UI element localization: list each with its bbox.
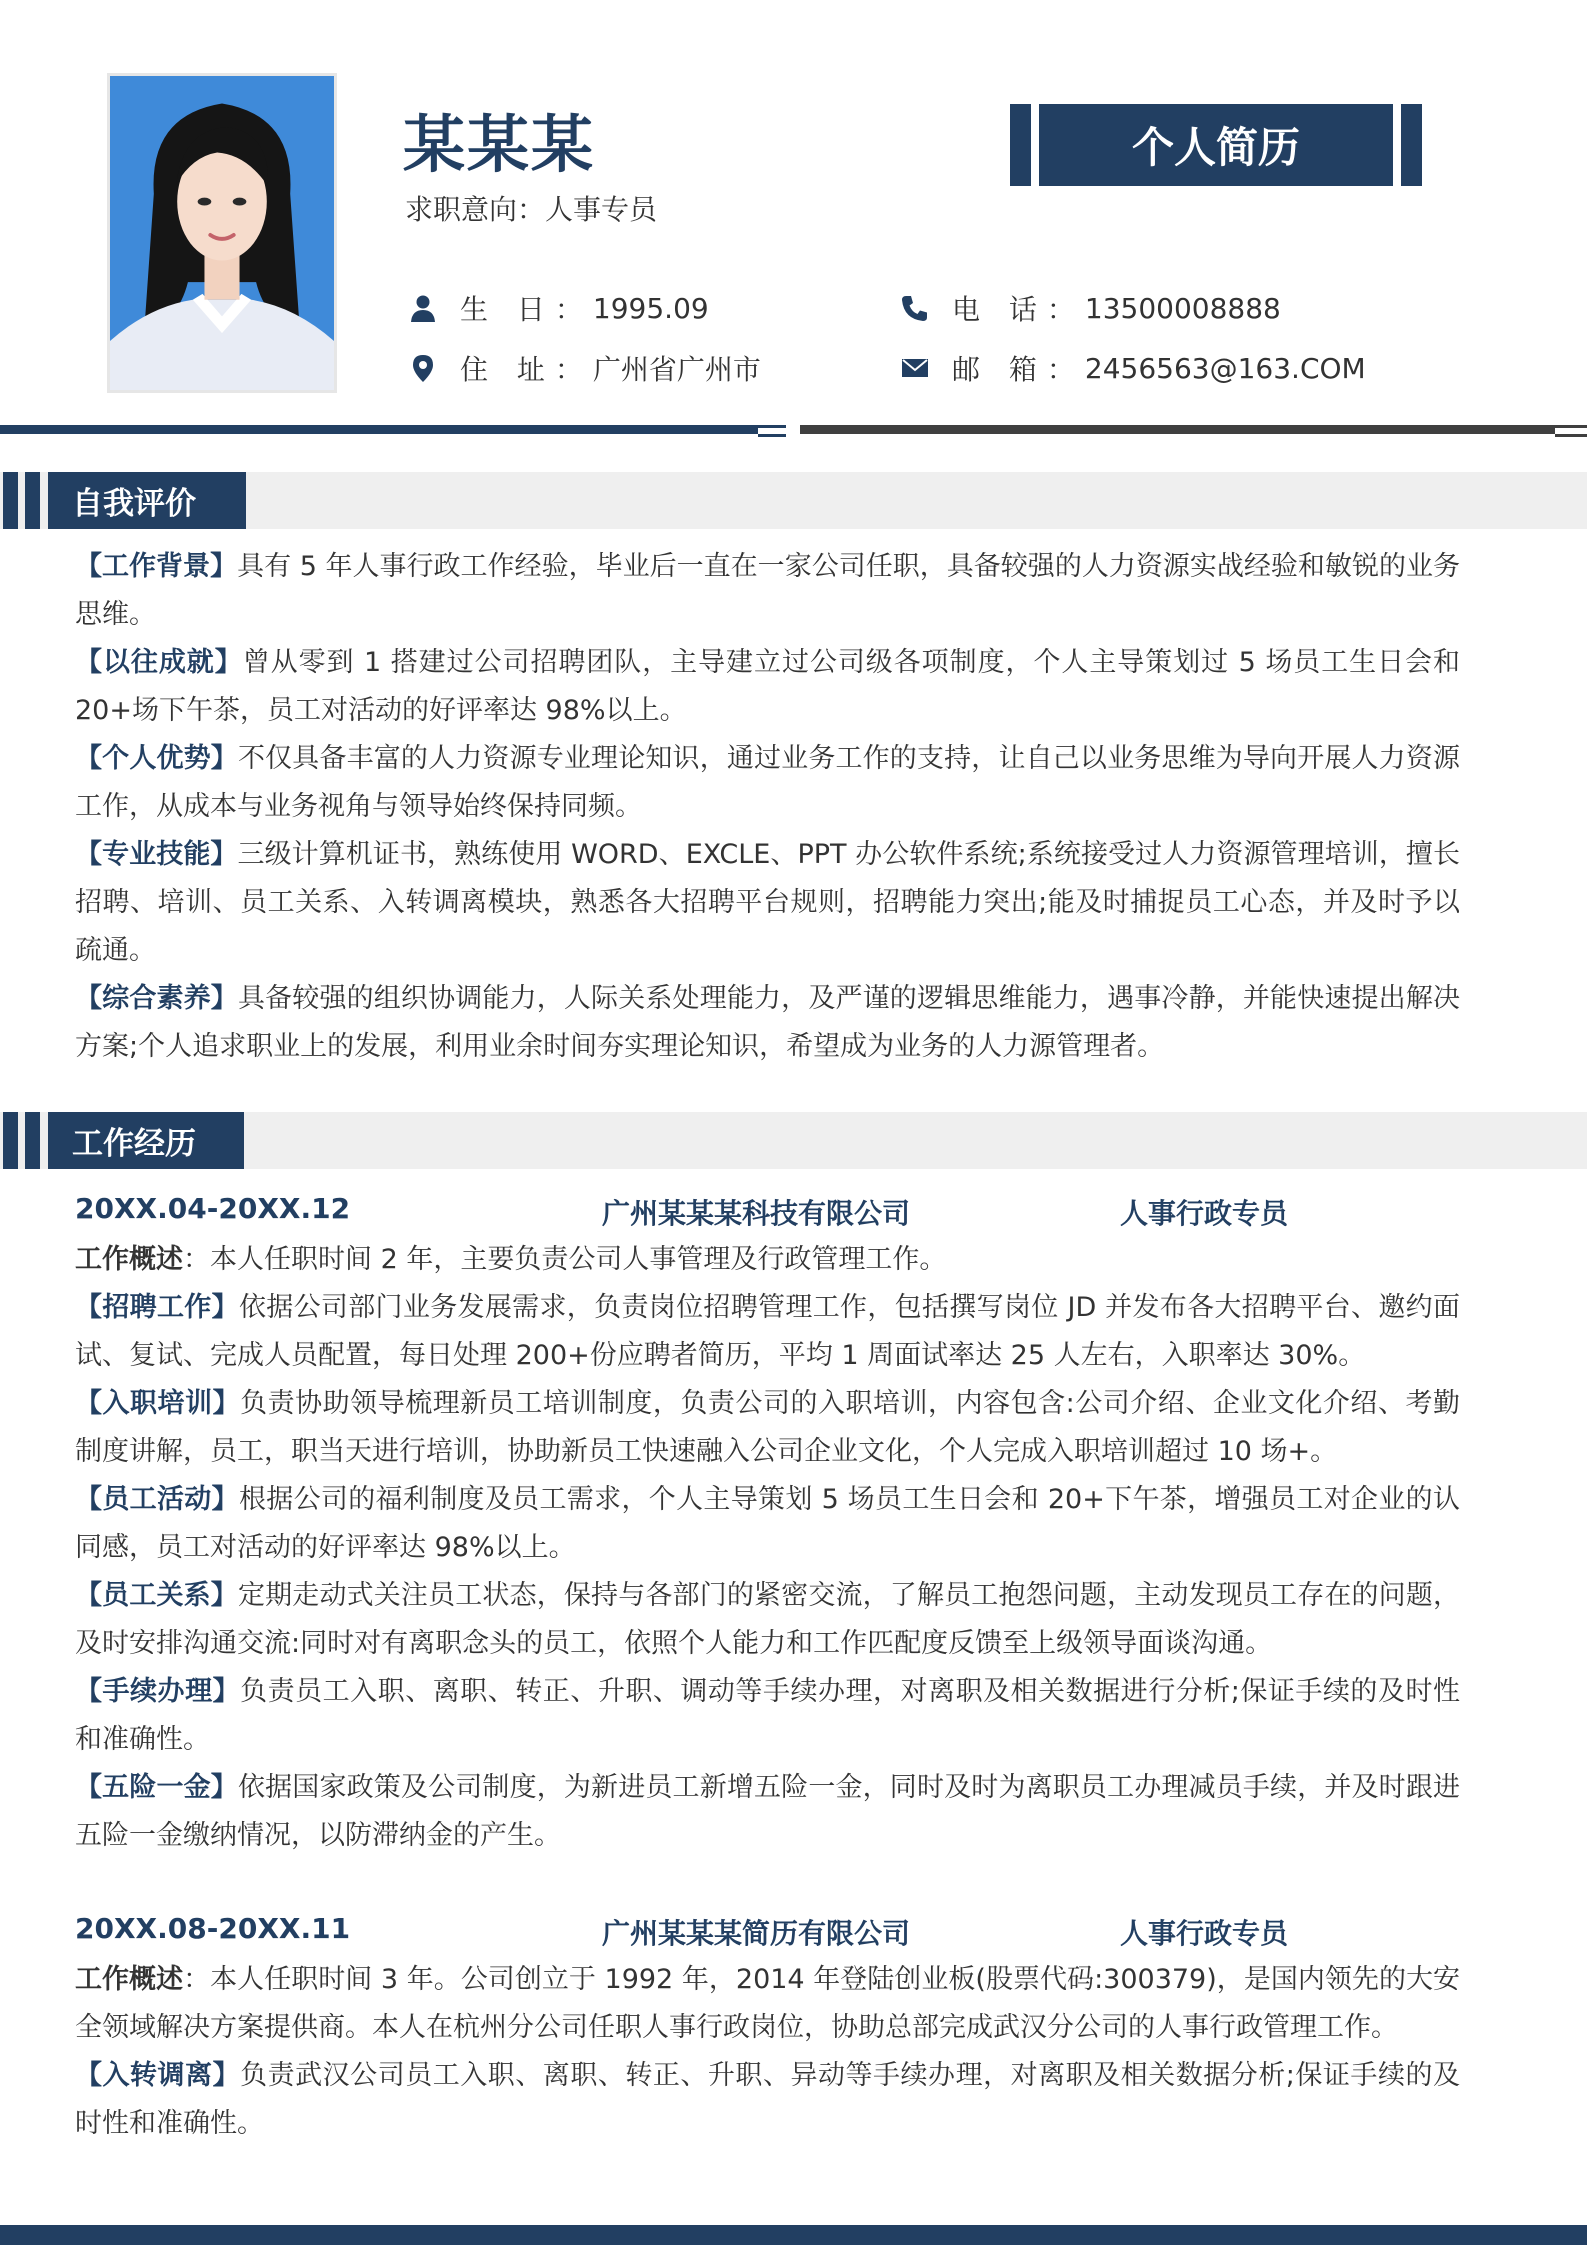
header-divider-right-tail — [1555, 434, 1587, 437]
resume-banner: 个人简历 — [1039, 104, 1393, 186]
overview-label: 工作概述 — [75, 1964, 184, 1995]
item-key: 【专业技能】 — [75, 839, 238, 870]
phone-label: 电 话： — [952, 293, 1085, 326]
self-eval-item — [75, 735, 1460, 831]
job-intention-label: 求职意向： — [405, 193, 546, 226]
profile-photo — [107, 73, 337, 393]
phone-icon — [898, 291, 932, 325]
header-divider-right-tail — [1555, 425, 1587, 428]
banner-left-bar — [1010, 104, 1031, 186]
header-divider-left — [0, 425, 758, 434]
item-key: 【工作背景】 — [75, 551, 238, 582]
item-text: 根据公司的福利制度及员工需求，个人主导策划 5 场员工生日会和 20+下午茶，增强员工对企业的认同感，员工对活动的好评率达 98%以上。 — [75, 1484, 1461, 1563]
birthday-row — [406, 288, 709, 328]
address-value: 广州省广州市 — [592, 353, 761, 386]
job-intention-value: 人事专员 — [545, 193, 658, 226]
self-eval-item — [75, 831, 1460, 975]
job-item — [75, 1572, 1460, 1668]
job-overview — [75, 1956, 1460, 2052]
item-key: 【招聘工作】 — [75, 1292, 239, 1323]
item-text: 定期走动式关注员工状态，保持与各部门的紧密交流，了解员工抱怨问题，主动发现员工存在的问题，及时安排沟通交流:同时对有离职念头的员工，依照个人能力和工作匹配度反馈至上级领导面谈沟通。 — [75, 1580, 1461, 1659]
job-position: 人事行政专员 — [1120, 1197, 1289, 1230]
job-item — [75, 2052, 1460, 2148]
overview-text: ：本人任职时间 2 年，主要负责公司人事管理及行政管理工作。 — [183, 1244, 947, 1275]
location-pin-icon — [406, 351, 440, 385]
banner-right-bar — [1401, 104, 1422, 186]
item-key: 【五险一金】 — [75, 1772, 238, 1803]
job-company: 广州某某某科技有限公司 — [602, 1197, 911, 1230]
self-eval-content — [75, 543, 1460, 1071]
job-item — [75, 1668, 1460, 1764]
overview-label: 工作概述 — [75, 1244, 183, 1275]
job-item — [75, 1380, 1460, 1476]
job-period: 20XX.08-20XX.11 — [75, 1912, 351, 1945]
section-title-work: 工作经历 — [48, 1112, 244, 1169]
item-text: 负责武汉公司员工入职、离职、转正、升职、异动等手续办理，对离职及相关数据分析;保证手续的及时性和准确性。 — [75, 2060, 1460, 2139]
person-icon — [406, 291, 440, 325]
address-row — [406, 348, 761, 388]
section-title-self-eval: 自我评价 — [48, 472, 246, 529]
item-key: 【员工关系】 — [75, 1580, 238, 1611]
phone-row — [898, 288, 1281, 328]
job-position: 人事行政专员 — [1120, 1917, 1289, 1950]
job-2-content — [75, 1956, 1460, 2148]
item-text: 曾从零到 1 搭建过公司招聘团队，主导建立过公司级各项制度，个人主导策划过 5 场员工生日会和 20+场下午茶，员工对活动的好评率达 98%以上。 — [75, 647, 1461, 726]
self-eval-item — [75, 975, 1460, 1071]
item-text: 负责协助领导梳理新员工培训制度，负责公司的入职培训，内容包含:公司介绍、企业文化介绍、考勤制度讲解，员工，职当天进行培训，协助新员工快速融入公司企业文化，个人完成入职培训超过 10 场+。 — [75, 1388, 1460, 1467]
item-text: 三级计算机证书，熟练使用 WORD、EXCLE、PPT 办公软件系统;系统接受过人力资源管理培训，擅长招聘、培训、员工关系、入转调离模块，熟悉各大招聘平台规则，招聘能力突出;能及时捕捉员工心态，并及时予以疏通。 — [75, 839, 1460, 966]
job-item — [75, 1764, 1460, 1860]
job-item — [75, 1476, 1460, 1572]
header-divider-right — [800, 425, 1555, 434]
self-eval-item — [75, 639, 1460, 735]
mail-icon — [898, 351, 932, 385]
section-bar — [25, 1112, 40, 1169]
phone-value: 13500008888 — [1084, 291, 1281, 325]
overview-text: ：本人任职时间 3 年。公司创立于 1992 年，2014 年登陆创业板(股票代码:300379)，是国内领先的大安全领域解决方案提供商。本人在杭州分公司任职人事行政岗位，协助总部完成武汉分公司的人事行政管理工作。 — [75, 1964, 1461, 2043]
item-key: 【手续办理】 — [75, 1676, 241, 1707]
email-label: 邮 箱： — [952, 353, 1085, 386]
item-text: 依据国家政策及公司制度，为新进员工新增五险一金，同时及时为离职员工办理减员手续，并及时跟进五险一金缴纳情况，以防滞纳金的产生。 — [75, 1772, 1461, 1851]
candidate-name: 某某某 — [403, 108, 596, 181]
birthday-value: 1995.09 — [592, 291, 709, 325]
footer-bar — [0, 2225, 1587, 2245]
item-key: 【个人优势】 — [75, 743, 238, 774]
job-period: 20XX.04-20XX.12 — [75, 1192, 351, 1225]
item-text: 具备较强的组织协调能力，人际关系处理能力，及严谨的逻辑思维能力，遇事冷静，并能快速提出解决方案;个人追求职业上的发展，利用业余时间夯实理论知识，希望成为业务的人力源管理者。 — [75, 983, 1461, 1062]
email-value: 2456563@163.COM — [1084, 351, 1366, 385]
job-1-content — [75, 1236, 1460, 1860]
self-eval-item — [75, 543, 1460, 639]
section-bar — [25, 472, 40, 529]
header-divider-left-tail — [758, 425, 786, 428]
job-company: 广州某某某简历有限公司 — [602, 1917, 911, 1950]
item-key: 【入职培训】 — [75, 1388, 241, 1419]
job-intention — [405, 188, 657, 228]
address-label: 住 址： — [460, 353, 593, 386]
section-bar — [3, 472, 18, 529]
header-divider-left-tail — [758, 434, 786, 437]
item-text: 依据公司部门业务发展需求，负责岗位招聘管理工作，包括撰写岗位 JD 并发布各大招聘平台、邀约面试、复试、完成人员配置，每日处理 200+份应聘者简历，平均 1 周面试率达 25 人左右，入职率达 30%。 — [75, 1292, 1461, 1371]
item-key: 【员工活动】 — [75, 1484, 239, 1515]
job-overview — [75, 1236, 1460, 1284]
item-key: 【综合素养】 — [75, 983, 238, 1014]
item-text: 负责员工入职、离职、转正、升职、调动等手续办理，对离职及相关数据进行分析;保证手续的及时性和准确性。 — [75, 1676, 1460, 1755]
item-key: 【入转调离】 — [75, 2060, 241, 2091]
birthday-label: 生 日： — [460, 293, 593, 326]
section-bar — [3, 1112, 18, 1169]
item-text: 不仅具备丰富的人力资源专业理论知识，通过业务工作的支持，让自己以业务思维为导向开展人力资源工作，从成本与业务视角与领导始终保持同频。 — [75, 743, 1461, 822]
job-item — [75, 1284, 1460, 1380]
item-key: 【以往成就】 — [75, 647, 243, 678]
email-row — [898, 348, 1366, 388]
item-text: 具有 5 年人事行政工作经验，毕业后一直在一家公司任职，具备较强的人力资源实战经验和敏锐的业务思维。 — [75, 551, 1460, 630]
